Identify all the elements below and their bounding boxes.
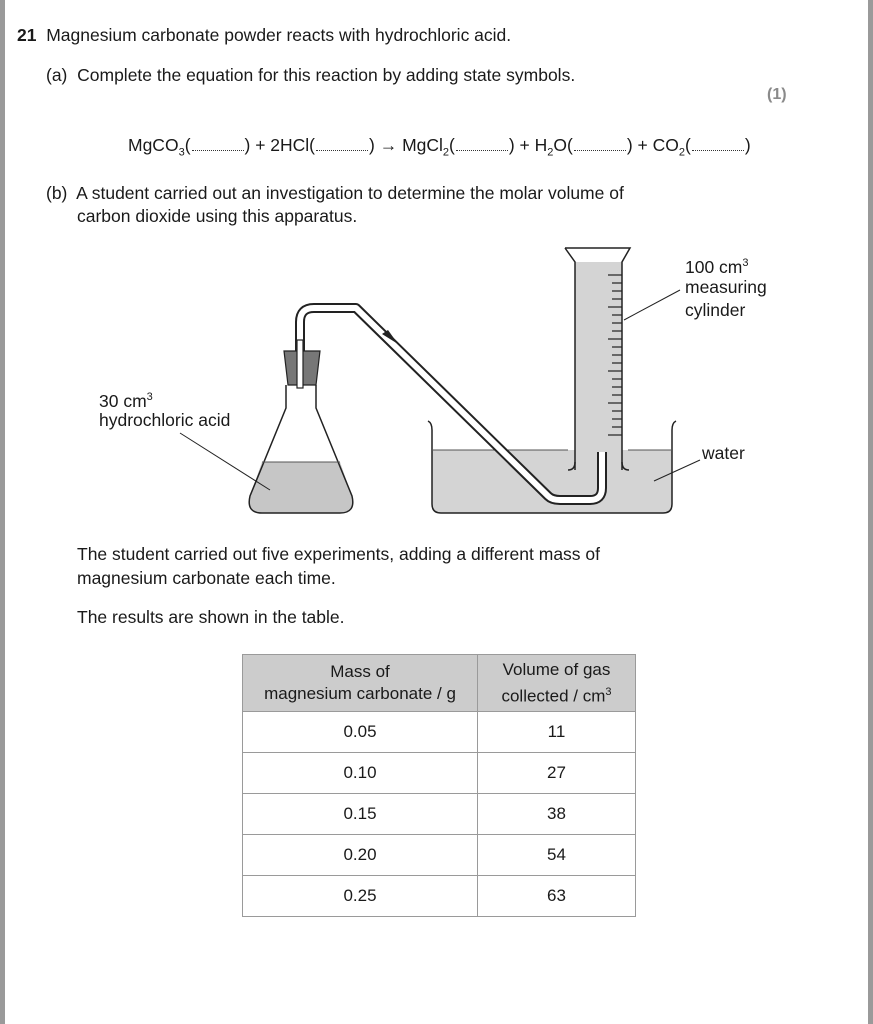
eq-text: ) → MgCl [369, 135, 443, 155]
table-row [243, 753, 636, 794]
question-number: 21 [17, 25, 37, 45]
cylinder-label-line2: measuring [685, 277, 767, 297]
paragraph-1-line1: The student carried out five experiments, adding a different mass of [77, 544, 601, 564]
table-row [243, 794, 636, 835]
volume-cell: 27 [478, 753, 636, 794]
question-stem-text: Magnesium carbonate powder reacts with hydrochloric acid. [46, 25, 512, 45]
eq-subscript: 2 [678, 146, 686, 159]
table-header-row [243, 655, 636, 712]
header-volume-line2 [486, 681, 627, 708]
eq-subscript: 3 [178, 146, 185, 159]
measuring-cylinder [565, 248, 630, 470]
mass-cell: 0.15 [243, 794, 478, 835]
acid-name-label: hydrochloric acid [99, 410, 231, 430]
superscript: 3 [605, 685, 612, 698]
cylinder-volume-text: 100 cm [685, 256, 743, 277]
table-row [243, 835, 636, 876]
volume-cell: 11 [478, 712, 636, 753]
volume-cell: 54 [478, 835, 636, 876]
paragraph-1-line2: magnesium carbonate each time. [77, 568, 336, 588]
eq-text: ( [685, 135, 691, 155]
header-volume-unit: collected / cm [501, 686, 606, 706]
eq-text: ) + CO [626, 135, 679, 155]
eq-text: ) [744, 135, 751, 155]
header-volume [478, 655, 636, 712]
eq-text: ) + H [508, 135, 548, 155]
header-volume-line1: Volume of gas [502, 659, 611, 679]
volume-cell: 38 [478, 794, 636, 835]
acid-leader-line [180, 433, 270, 490]
mass-cell: 0.05 [243, 712, 478, 753]
eq-text: ( [184, 135, 191, 155]
table-row [243, 876, 636, 917]
results-table [242, 654, 636, 917]
marks-indicator: (1) [767, 86, 787, 103]
part-b-text-line2: carbon dioxide using this apparatus. [77, 206, 358, 226]
eq-subscript: 2 [442, 146, 450, 159]
mass-cell: 0.10 [243, 753, 478, 794]
eq-subscript: 2 [547, 146, 554, 159]
paragraph-2: The results are shown in the table. [77, 607, 345, 627]
part-a-label: (a) [46, 65, 68, 85]
mass-cell: 0.20 [243, 835, 478, 876]
eq-text: ( [449, 135, 455, 155]
header-mass [243, 655, 478, 712]
cylinder-label-line3: cylinder [685, 300, 746, 320]
eq-text: O( [553, 135, 573, 155]
water-label: water [702, 443, 745, 463]
acid-volume-text: 30 cm [99, 390, 147, 411]
header-mass-line1: Mass of [330, 662, 390, 681]
part-b-text-line1: A student carried out an investigation to determine the molar volume of [76, 183, 624, 203]
part-b-label: (b) [46, 183, 68, 203]
mass-cell: 0.25 [243, 876, 478, 917]
eq-text: MgCO [128, 135, 179, 155]
part-a-text: Complete the equation for this reaction by adding state symbols. [77, 65, 576, 85]
superscript: 3 [146, 391, 153, 403]
volume-cell: 63 [478, 876, 636, 917]
eq-text: ) + 2HCl( [244, 135, 316, 155]
superscript: 3 [742, 257, 749, 269]
cylinder-leader-line [624, 290, 680, 320]
header-mass-line2: magnesium carbonate / g [264, 684, 456, 703]
table-row [243, 712, 636, 753]
